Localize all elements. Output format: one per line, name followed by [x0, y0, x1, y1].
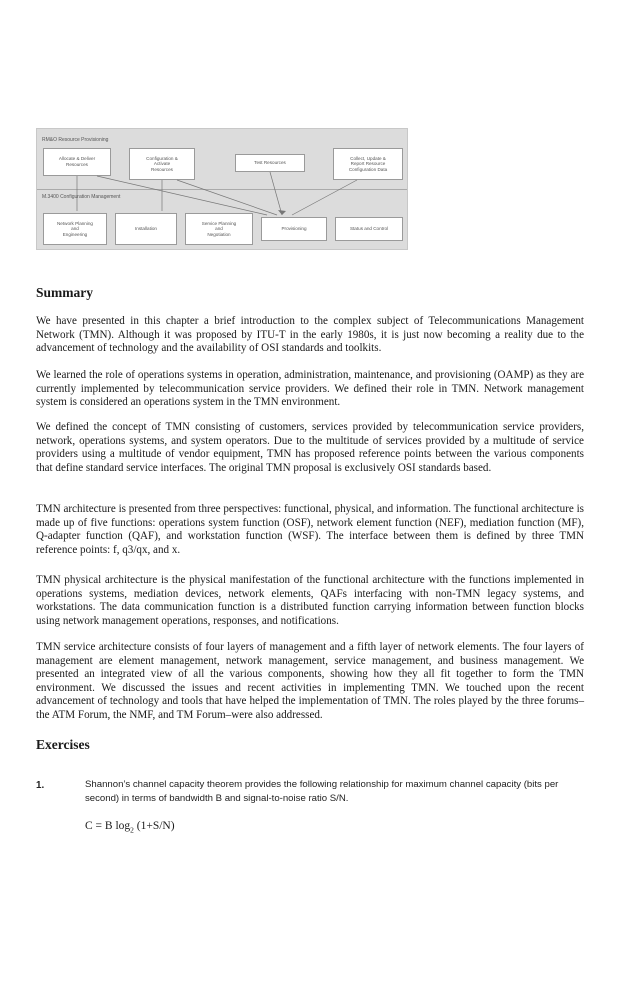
formula-prefix: C = B log — [85, 820, 131, 832]
summary-paragraph-3: We defined the concept of TMN consisting of customers, services provided by telecommunication service providers, network, operations systems, and system operators. Due to the multitude of services provided by a multitude of service providers using a multitude of vendor equipment, TMN has proposed reference points between the various components that define standard service interfaces. The original TMN proposal is exclusively OSI standards based. — [36, 421, 584, 474]
exercises-heading: Exercises — [36, 737, 90, 752]
figure-box-provisioning: Provisioning — [261, 217, 327, 241]
figure-box-service-planning: Service Planning and Negotiation — [185, 213, 253, 245]
summary-heading: Summary — [36, 285, 93, 300]
summary-paragraph-1: We have presented in this chapter a brief introduction to the complex subject of Telecommunications Management Network (TMN). Although it was proposed by ITU-T in the early 1980s, it is just now becoming a reality due to the advancement of technology and the availability of OSI standards and toolkits. — [36, 315, 584, 355]
figure-box-status-control: Status and Control — [335, 217, 403, 241]
summary-paragraph-5: TMN physical architecture is the physical manifestation of the functional architecture with the functions implemented in operations systems, mediation devices, network elements, QAFs interfacing with non-TMN legacy systems, and workstations. The data communication function is a distributed function carrying information between function blocks using network management operations, responses, and notifications. — [36, 574, 584, 627]
figure-bottom-label: M.3400 Configuration Management — [42, 194, 121, 200]
formula-suffix: (1+S/N) — [133, 820, 175, 832]
exercise-number: 1. — [36, 780, 45, 791]
figure-box-collect: Collect, Update & Report Resource Configuration Data — [333, 148, 403, 180]
figure-box-installation: Installation — [115, 213, 177, 245]
capacity-formula — [85, 820, 175, 834]
formula-subscript: 2 — [130, 825, 134, 835]
summary-paragraph-6: TMN service architecture consists of four layers of management and a fifth layer of network elements. The four layers of management are element management, network management, service management, and business management. We presented an integrated view of all the various components, showing how they all fit together to form the TMN environment. We discussed the issues and recent activities in implementing TMN. We touched upon the recent advancement of technology and tools that have helped the implementation of TMN. The roles played by the three forums–the ATM Forum, the NMF, and TM Forum–were also addressed. — [36, 641, 584, 721]
figure-box-test: Test Resources — [235, 154, 305, 172]
summary-paragraph-4: TMN architecture is presented from three perspectives: functional, physical, and information. The functional architecture is made up of five functions: operations system function (OSF), network element function (NEF), mediation function (MF), Q-adapter function (QAF), and workstation function (WSF). The interface between them is defined by three TMN reference points: f, q3/qx, and x. — [36, 503, 584, 556]
figure-box-allocate: Allocate & Deliver Resources — [43, 148, 111, 176]
figure-top-label: RM&O Resource Provisioning — [42, 137, 109, 143]
exercise-text: Shannon’s channel capacity theorem provides the following relationship for maximum channel capacity (bits per second) in terms of bandwidth B and signal-to-noise ratio S/N. — [85, 779, 559, 804]
summary-paragraph-2: We learned the role of operations systems in operation, administration, maintenance, and provisioning (OAMP) as they are currently implemented by telecommunication service providers. We defined their role in TMN. Network management system is considered an operations system in the TMN environment. — [36, 369, 584, 409]
figure-box-configure: Configuration & Activate Resources — [129, 148, 195, 180]
figure-box-network-planning: Network Planning and Engineering — [43, 213, 107, 245]
tmn-provisioning-figure — [36, 128, 408, 250]
